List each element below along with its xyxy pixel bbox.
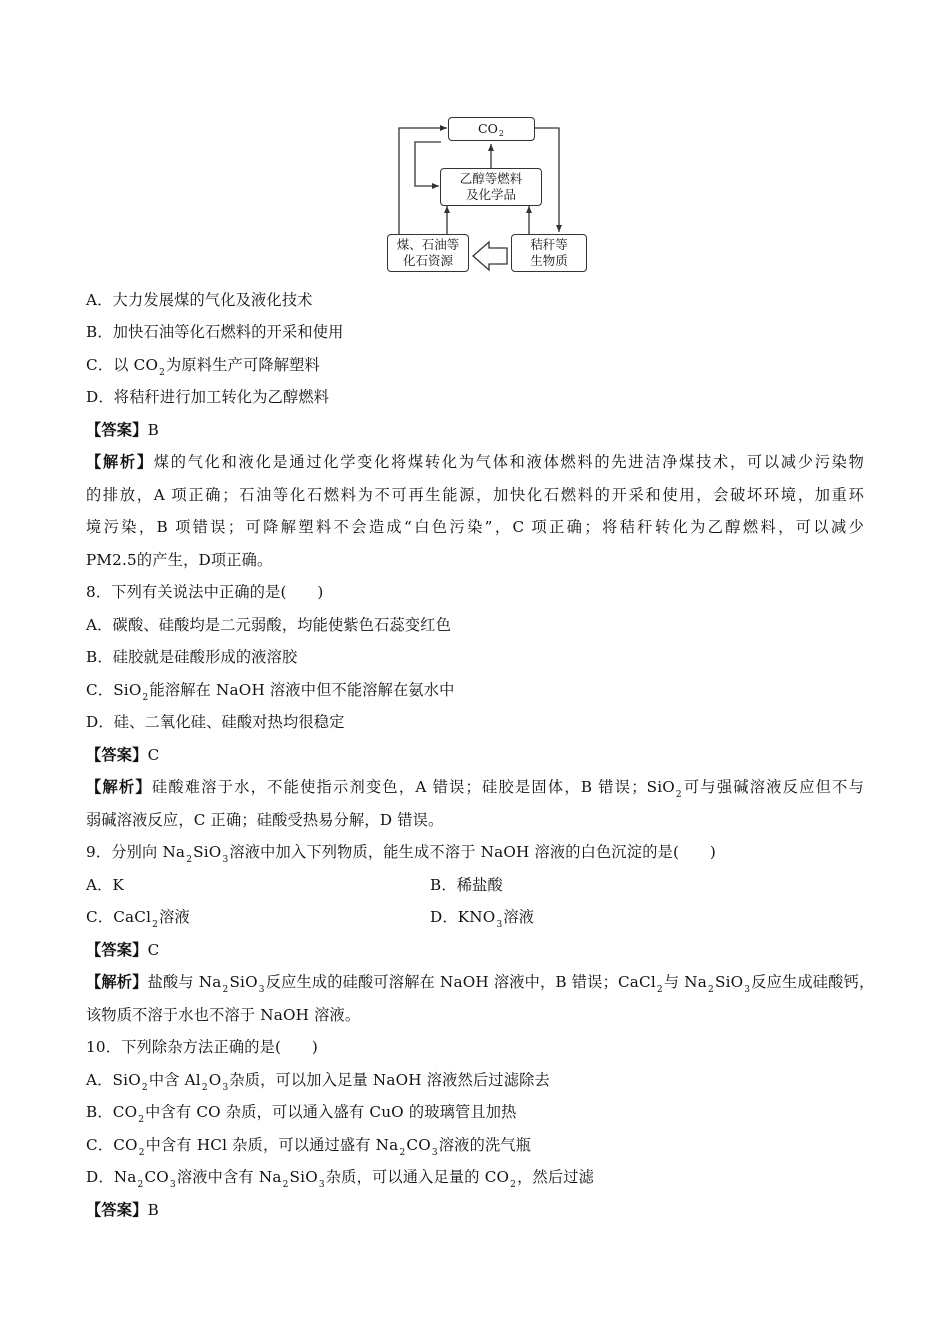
q10-d-s4: 3 [318,1180,325,1190]
q10-d-s5: 2 [510,1180,517,1190]
q8-analysis-sub: 2 [675,790,682,800]
q10-a-1: A．SiO [86,1071,141,1089]
q9-analysis-s1: 2 [222,985,229,995]
fossil-label-2: 化石资源 [402,253,453,268]
q10-c-1: C．CO [86,1136,138,1154]
q10-option-a [86,1064,550,1096]
q10-d-4: SiO [289,1168,318,1186]
q9-option-b: B．稀盐酸 [430,876,503,894]
q7-option-d: D．将秸秆进行加工转化为乙醇燃料 [86,388,330,406]
q10-c-s1: 2 [138,1148,145,1158]
q10-option-c [86,1129,531,1161]
q9-analysis-e: SiO [714,973,744,991]
q9-option-c [86,908,190,930]
q9-analysis-a: 盐酸与 Na [147,973,222,991]
q8-option-c [86,674,455,706]
q10-a-s2: 2 [201,1083,208,1093]
q9-option-d [430,901,534,936]
q7-answer-label: 【答案】 [86,421,148,439]
q9-stem-sub2: 3 [222,855,229,865]
q10-a-4: 杂质，可以加入足量 NaOH 溶液然后过滤除去 [229,1071,550,1089]
q10-answer [86,1194,159,1226]
q7-analysis-label: 【解析】 [86,453,154,471]
q7-option-c [86,349,320,381]
q7-answer [86,414,159,446]
q8-option-b: B．硅胶就是硅酸形成的液溶胶 [86,648,298,666]
q9-analysis-c: 反应生成的硅酸可溶解在 NaOH 溶液中，B 错误；CaCl [265,973,656,991]
co2-subscript: 2 [498,129,504,138]
q9-answer-value: C [147,941,160,959]
q9-stem-sub1: 2 [186,855,193,865]
q9-options-row-1 [86,869,864,901]
q9-analysis-d: 与 Na [663,973,708,991]
q10-d-1: D．Na [86,1168,137,1186]
q10-b-2: 中含有 CO 杂质，可以通入盛有 CuO 的玻璃管且加热 [145,1103,517,1121]
q9-analysis-f: 反应生成硅酸钙， [751,973,875,991]
q9-option-c-sub: 2 [152,920,159,930]
q7-option-c-pre: C．以 CO [86,356,159,374]
q7-analysis-line-2: 的排放，A 项正确；石油等化石燃料为不可再生能源，加快化石燃料的开采和使用，会破坏环境，加重环 [86,486,864,504]
carbon-cycle-diagram [385,112,595,278]
q10-d-s3: 2 [282,1180,289,1190]
q8-analysis-line-1 [86,771,864,803]
ethanol-label-2: 及化学品 [465,187,516,202]
q9-analysis-line-1 [86,966,875,998]
q10-d-3: 溶液中含有 Na [176,1168,282,1186]
q9-answer [86,934,159,966]
q7-option-a: A．大力发展煤的气化及液化技术 [86,291,313,309]
q10-d-6: ，然后过滤 [517,1168,595,1186]
q9-analysis-s4: 2 [708,985,714,995]
q7-option-c-sub: 2 [159,368,166,378]
q9-analysis-s2: 3 [258,985,265,995]
fossil-label-1: 煤、石油等 [396,237,460,252]
q7-analysis-text-1: 煤的气化和液化是通过化学变化将煤转化为气体和液体燃料的先进洁净煤技术，可以减少污染物 [153,453,864,471]
q9-answer-label: 【答案】 [86,941,148,959]
q7-option-b: B．加快石油等化石燃料的开采和使用 [86,323,344,341]
q9-analysis-s5: 3 [744,985,751,995]
q8-answer-label: 【答案】 [86,746,148,764]
q10-d-5: 杂质，可以通入足量的 CO [325,1168,510,1186]
q10-option-d [86,1161,594,1193]
q8-option-c-pre: C．SiO [86,681,142,699]
q9-option-c-post: 溶液 [159,908,190,926]
q9-analysis-label: 【解析】 [86,973,148,991]
q7-option-c-post: 为原料生产可降解塑料 [166,356,320,374]
q9-option-a: A．K [86,876,125,894]
q8-option-c-sub: 2 [142,693,149,703]
q9-stem-post: 溶液中加入下列物质，能生成不溶于 NaOH 溶液的白色沉淀的是( ) [229,843,716,861]
q8-analysis-line-2: 弱碱溶液反应，C 正确；硅酸受热易分解，D 错误。 [86,811,444,829]
q10-c-3: CO [406,1136,431,1154]
q7-analysis-line-4: PM2.5的产生，D项正确。 [86,551,273,569]
q9-option-d-pre: D．KNO [430,908,496,926]
q9-stem-pre: 9．分别向 Na [86,843,186,861]
q10-a-3: O [208,1071,222,1089]
q9-option-d-sub: 3 [496,920,503,930]
q9-analysis-s3: 2 [656,985,663,995]
q9-stem [86,836,716,868]
q8-analysis-text-1a: 硅酸难溶于水，不能使指示剂变色，A 错误；硅胶是固体，B 错误；SiO [151,778,675,796]
q10-a-s3: 3 [222,1083,229,1093]
q7-analysis-line-3: 境污染，B 项错误；可降解塑料不会造成“白色污染”，C 项正确；将秸秆转化为乙醇燃料，可以减少 [86,518,864,536]
ethanol-box [440,168,542,206]
q7-analysis-line-1 [86,446,864,478]
q9-option-d-post: 溶液 [503,908,535,926]
ethanol-label-1: 乙醇等燃料 [459,171,523,186]
q10-answer-value: B [147,1201,159,1219]
q9-stem-mid: SiO [193,843,222,861]
q8-answer-value: C [147,746,160,764]
q8-analysis-label: 【解析】 [86,778,152,796]
q9-option-c-pre: C．CaCl [86,908,152,926]
co2-label: CO [478,121,498,136]
q8-option-c-post: 能溶解在 NaOH 溶液中但不能溶解在氨水中 [149,681,455,699]
q10-option-b [86,1096,517,1128]
q10-b-s1: 2 [138,1115,145,1125]
q10-d-s1: 2 [137,1180,144,1190]
q10-a-s1: 2 [141,1083,148,1093]
q8-stem: 8．下列有关说法中正确的是( ) [86,583,324,601]
co2-box [448,117,535,141]
fossil-resource-box [387,234,469,272]
q10-c-s2: 2 [399,1148,406,1158]
q9-analysis-b: SiO [229,973,258,991]
biomass-label-1: 秸秆等 [530,237,568,252]
q10-b-1: B．CO [86,1103,138,1121]
q10-a-2: 中含 Al [148,1071,201,1089]
q7-answer-value: B [147,421,159,439]
q9-analysis-line-2: 该物质不溶于水也不溶于 NaOH 溶液。 [86,1006,361,1024]
q10-answer-label: 【答案】 [86,1201,148,1219]
q10-d-s2: 3 [169,1180,176,1190]
q8-option-a: A．碳酸、硅酸均是二元弱酸，均能使紫色石蕊变红色 [86,616,452,634]
q10-stem: 10．下列除杂方法正确的是( ) [86,1038,319,1056]
q10-c-s3: 3 [431,1148,438,1158]
q8-analysis-text-1b: 可与强碱溶液反应但不与 [682,778,864,796]
q9-options-row-2 [86,901,864,933]
q8-answer [86,739,159,771]
q10-c-2: 中含有 HCl 杂质，可以通过盛有 Na [145,1136,399,1154]
q10-c-4: 溶液的洗气瓶 [438,1136,532,1154]
biomass-box [511,234,587,272]
biomass-label-2: 生物质 [530,253,568,268]
q8-option-d: D．硅、二氧化硅、硅酸对热均很稳定 [86,713,345,731]
q10-d-2: CO [144,1168,169,1186]
